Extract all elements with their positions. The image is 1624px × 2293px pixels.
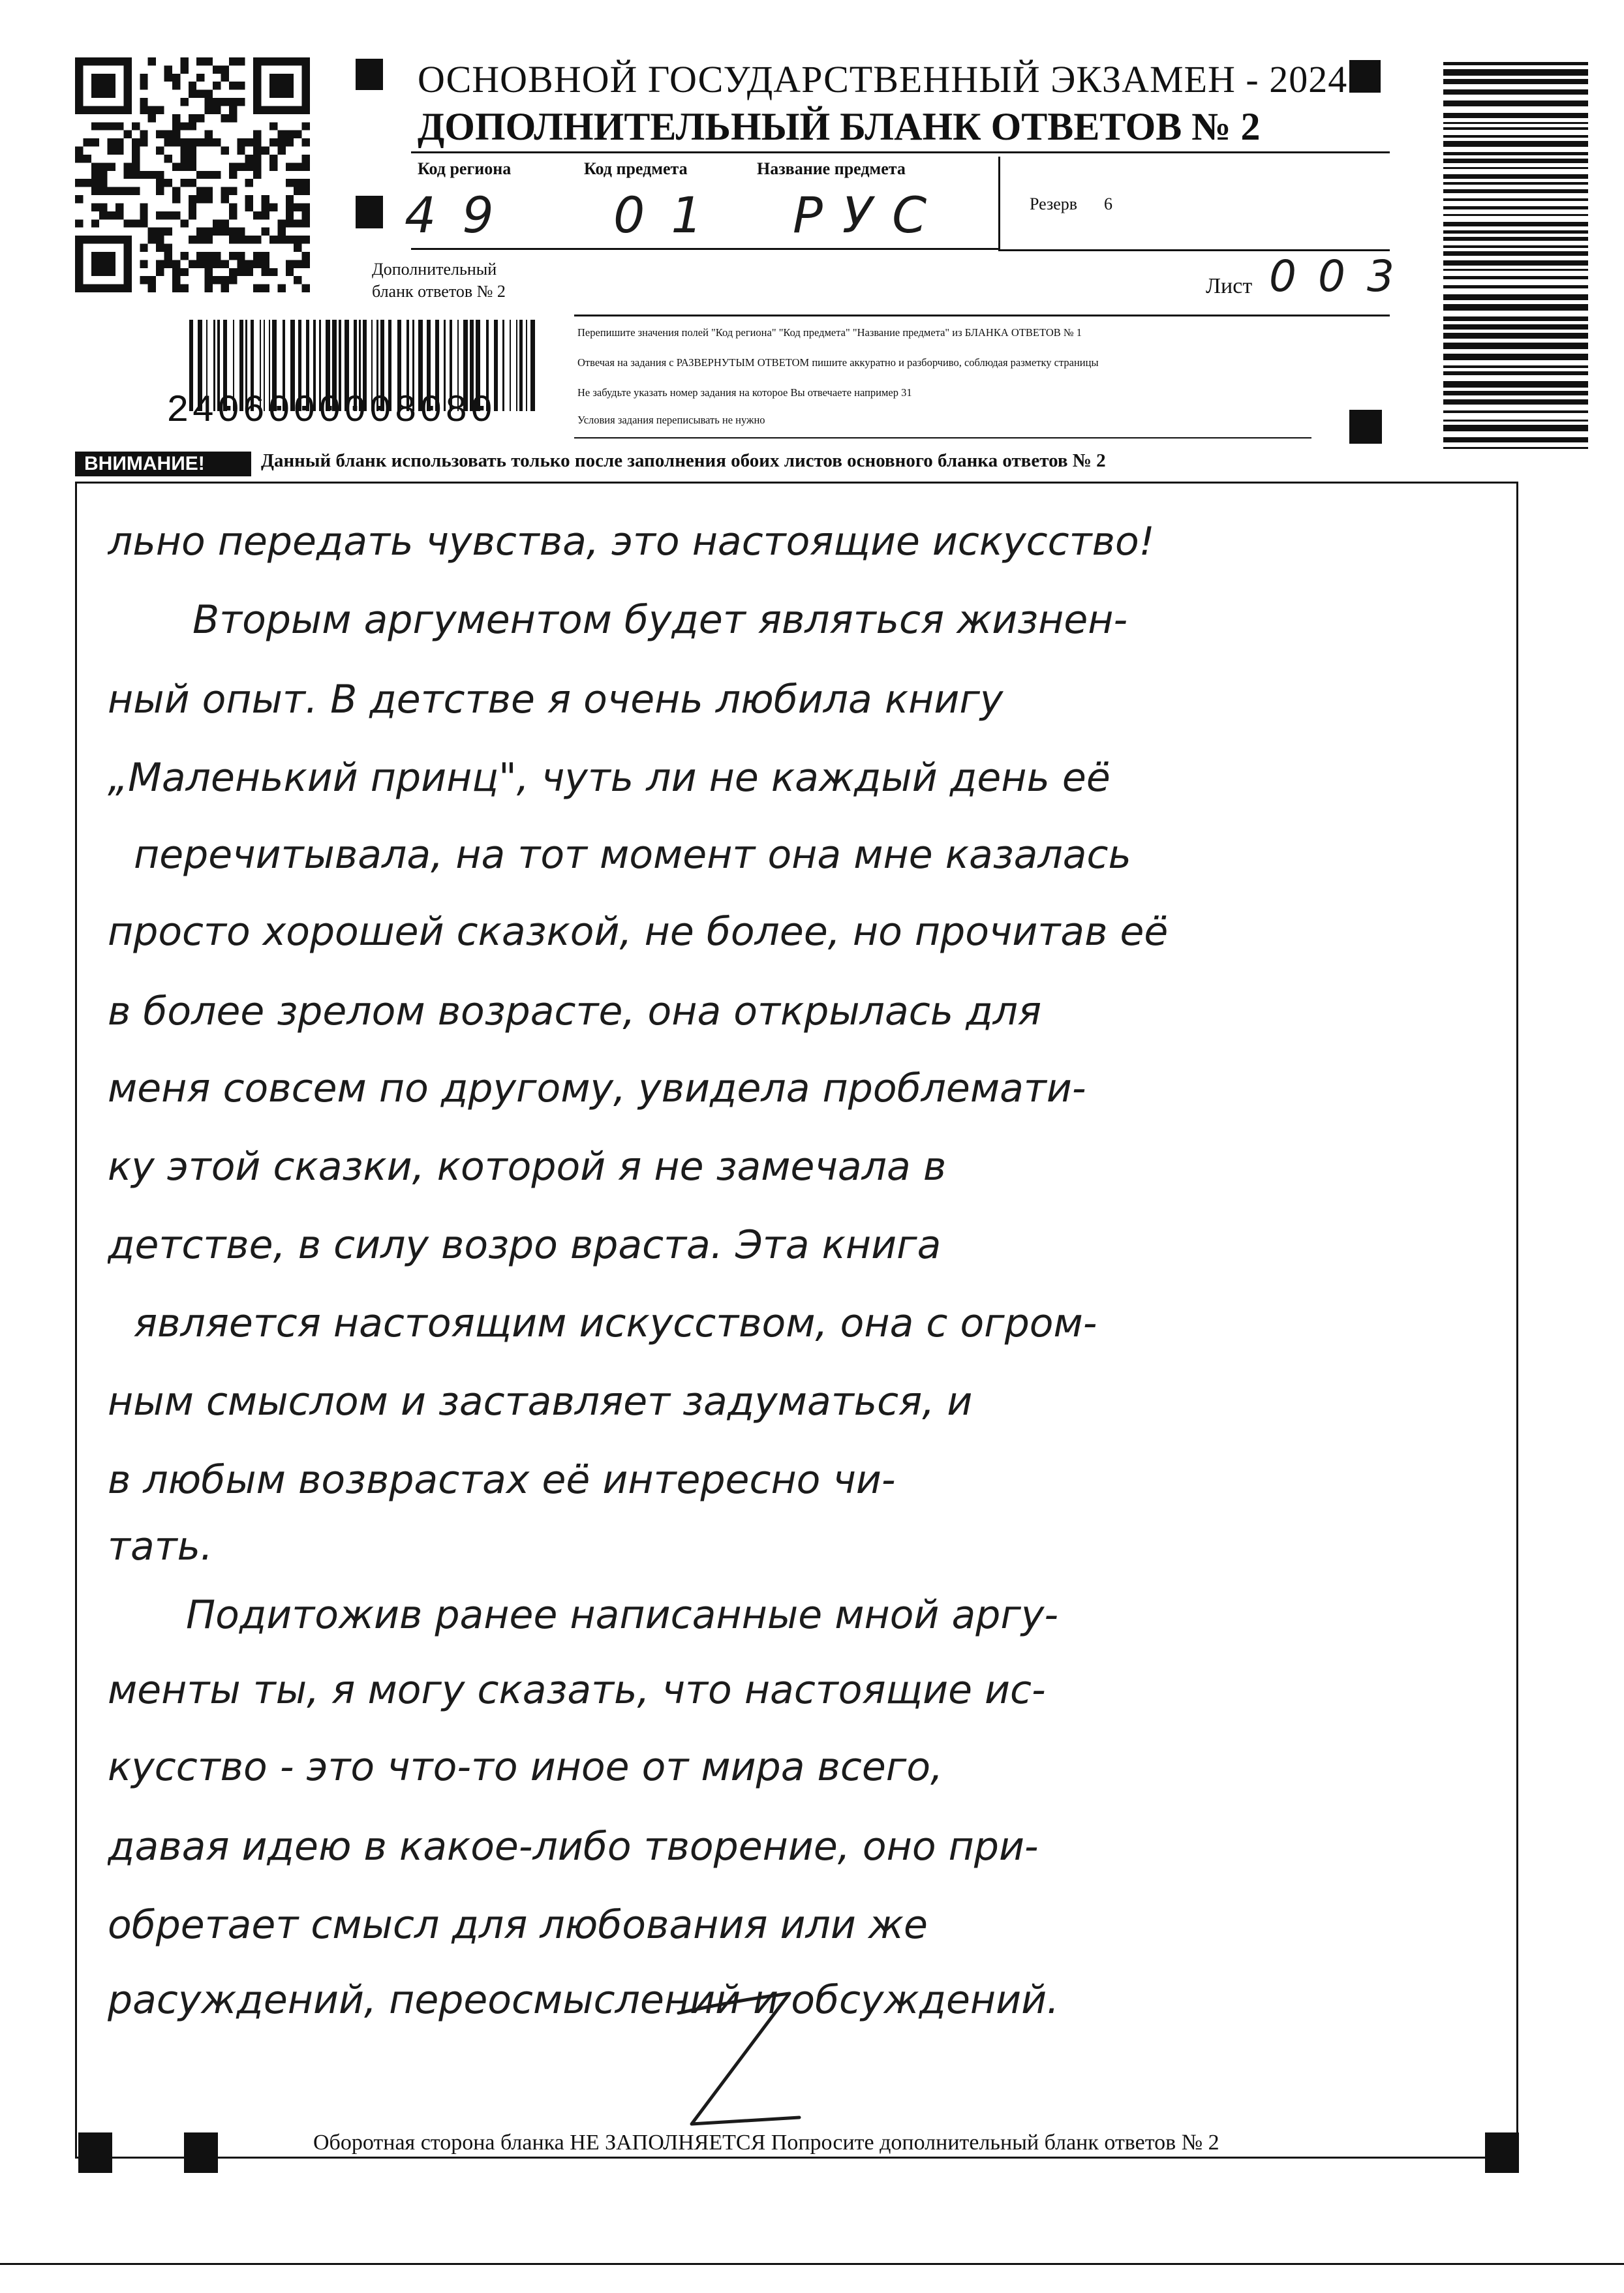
subject-name-label: Название предмета	[757, 159, 906, 178]
answer-line: обретает смысл для любования или же	[108, 1902, 928, 1948]
instruction-2: Отвечая на задания с РАЗВЕРНУТЫМ ОТВЕТОМ пишите аккуратно и разборчиво, соблюдая разметку страницы	[577, 356, 1099, 369]
instruction-3: Не забудьте указать номер задания на которое Вы отвечаете например 31	[577, 386, 912, 399]
answer-line: меня совсем по другому, увидела проблемати-	[108, 1066, 1086, 1111]
registration-mark-top-left	[356, 59, 383, 90]
attention-text: Данный бланк использовать только после заполнения обоих листов основного бланка ответов № 2	[261, 450, 1106, 471]
registration-mark-right	[1349, 410, 1382, 444]
title-rule	[411, 151, 1390, 153]
reserve-label: Резерв	[1030, 194, 1078, 213]
sheet-rule	[574, 315, 1390, 316]
answer-line: расуждений, переосмыслений и обсуждений.	[108, 1977, 1060, 2023]
instruction-4: Условия задания переписывать не нужно	[577, 414, 765, 426]
exam-title: ОСНОВНОЙ ГОСУДАРСТВЕННЫЙ ЭКЗАМЕН - 2024	[418, 58, 1348, 100]
answer-line: ный опыт. В детстве я очень любила книгу	[108, 677, 1004, 722]
registration-mark-top-right	[1349, 60, 1381, 93]
subject-name-value: РУС	[793, 186, 947, 244]
registration-mark-mid-left	[356, 196, 383, 228]
subject-code-value: 01	[613, 186, 729, 244]
answer-line: просто хорошей сказкой, не более, но прочитав её	[108, 909, 1169, 955]
answer-line: льно передать чувства, это настоящие искусство!	[108, 519, 1155, 564]
answer-line: кусство - это что-то иное от мира всего,	[108, 1744, 943, 1790]
answer-line: в любым возврастах её интересно чи-	[108, 1457, 896, 1503]
subject-code-label: Код предмета	[584, 159, 688, 178]
answer-line: менты ты, я могу сказать, что настоящие ис-	[108, 1667, 1046, 1713]
barcode-right	[1443, 62, 1588, 454]
sheet-label: Лист	[1206, 274, 1253, 298]
region-code-label: Код региона	[418, 159, 512, 178]
form-title: ДОПОЛНИТЕЛЬНЫЙ БЛАНК ОТВЕТОВ № 2	[418, 105, 1261, 148]
field-divider	[998, 157, 1000, 251]
extra-form-label-1: Дополнительный	[372, 260, 497, 279]
answer-line: является настоящим искусством, она с огром-	[134, 1300, 1097, 1346]
barcode-number: 2406000008080	[166, 390, 496, 433]
field-underline	[411, 248, 998, 250]
instructions-rule	[574, 437, 1311, 439]
qr-code	[75, 57, 310, 292]
answer-line: давая идею в какое-либо творение, оно при-	[108, 1824, 1039, 1870]
answer-line: в более зрелом возрасте, она открылась для	[108, 989, 1042, 1034]
answer-line: перечитывала, на тот момент она мне казалась	[134, 832, 1131, 878]
answer-line: Вторым аргументом будет являться жизнен-	[192, 597, 1128, 643]
reserve-value: 6	[1104, 194, 1112, 213]
extra-form-label-2: бланк ответов № 2	[372, 282, 506, 301]
region-code-value: 49	[405, 186, 520, 244]
footer-note: Оборотная сторона бланка НЕ ЗАПОЛНЯЕТСЯ Попросите дополнительный бланк ответов № 2	[313, 2131, 1219, 2155]
answer-line: Подитожив ранее написанные мной аргу-	[186, 1592, 1059, 1638]
answer-line: ку этой сказки, которой я не замечала в	[108, 1144, 947, 1190]
answer-line: тать.	[108, 1524, 213, 1569]
closing-z-mark	[666, 1987, 809, 2137]
attention-badge: ВНИМАНИЕ!	[75, 452, 251, 476]
instruction-1: Перепишите значения полей "Код региона" "Код предмета" "Название предмета" из БЛАНКА ОТВЕТОВ № 1	[577, 326, 1082, 339]
answer-line: ным смыслом и заставляет задуматься, и	[108, 1379, 973, 1424]
bottom-rule	[0, 2263, 1624, 2265]
sheet-value: 0 0 3	[1269, 251, 1398, 301]
answer-line: „Маленький принц", чуть ли не каждый день её	[108, 755, 1111, 801]
answer-line: детстве, в силу возро враста. Эта книга	[108, 1222, 942, 1268]
